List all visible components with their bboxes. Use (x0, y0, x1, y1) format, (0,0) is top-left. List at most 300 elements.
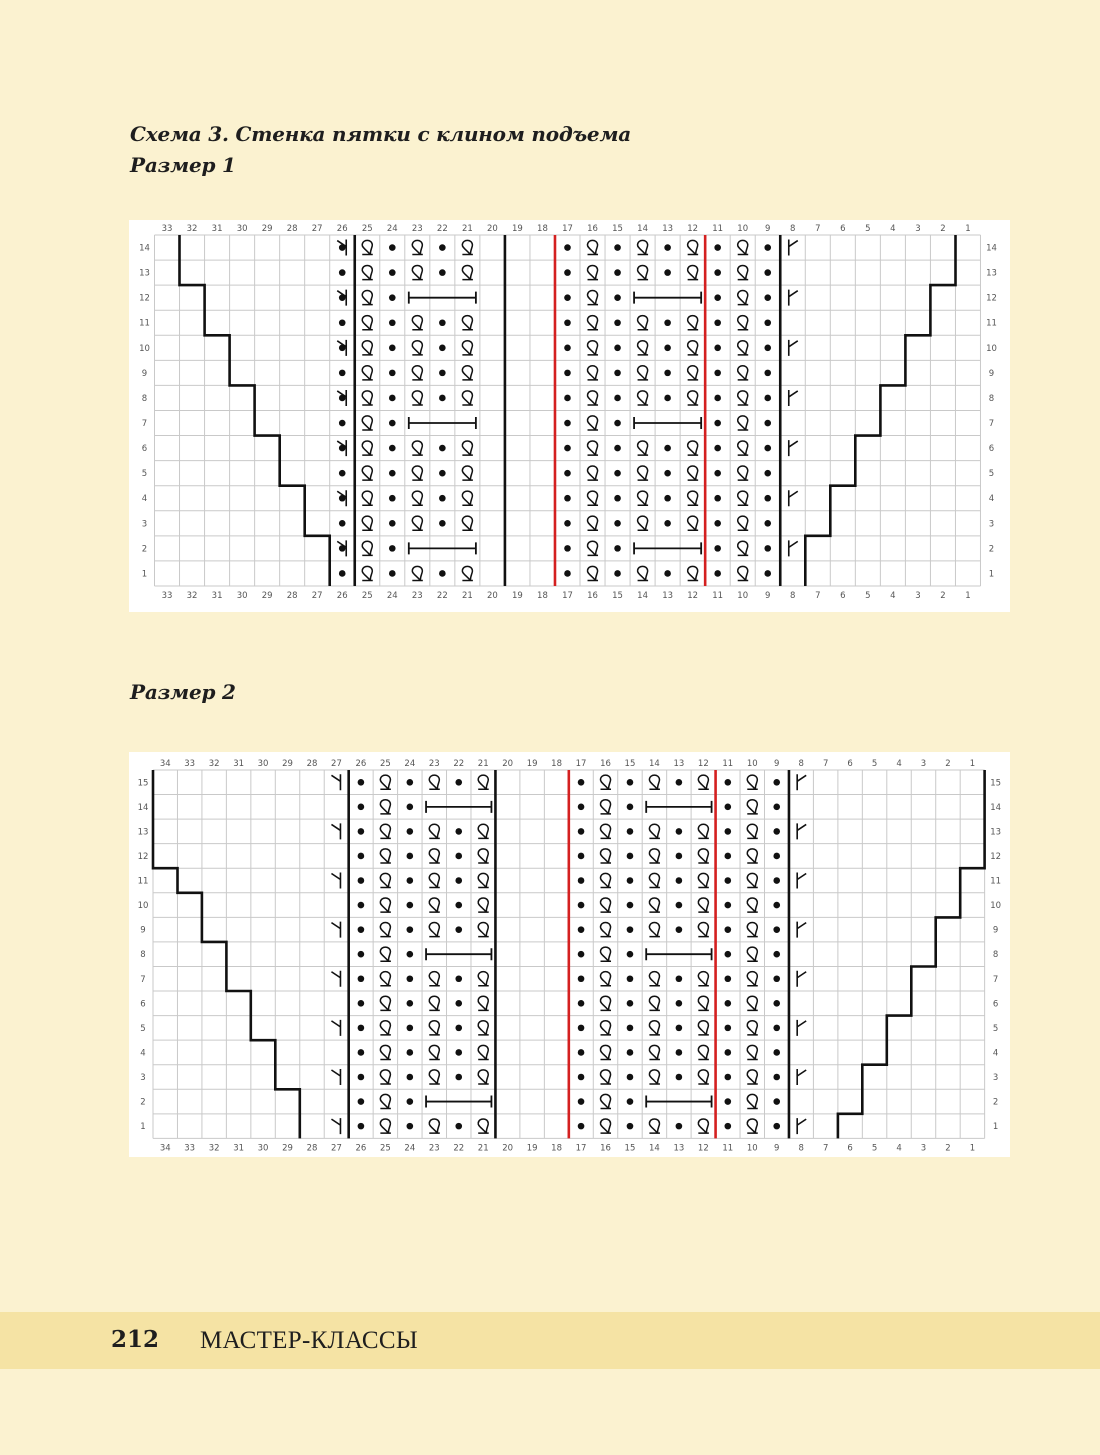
twisted-knit-symbol (600, 1094, 611, 1108)
purl-dot-symbol (627, 1049, 634, 1056)
column-number-bottom: 17 (562, 590, 573, 601)
column-number-top: 13 (662, 224, 674, 234)
twisted-knit-symbol (362, 516, 373, 530)
purl-dot-symbol (725, 1098, 732, 1105)
purl-dot-symbol (455, 1049, 462, 1056)
column-number-bottom: 26 (355, 1143, 367, 1154)
twisted-knit-symbol (698, 923, 709, 937)
purl-dot-symbol (676, 1025, 683, 1032)
decrease-left-symbol (331, 823, 340, 839)
row-number-left: 1 (140, 1122, 146, 1133)
purl-dot-symbol (764, 395, 771, 402)
twisted-knit-symbol (747, 1045, 758, 1059)
twisted-knit-symbol (688, 466, 699, 480)
twisted-knit-symbol (698, 1119, 709, 1133)
row-number-left: 3 (140, 1073, 146, 1083)
twisted-knit-symbol (380, 923, 391, 937)
twisted-knit-symbol (600, 1070, 611, 1084)
column-number-bottom: 7 (815, 590, 821, 601)
twisted-knit-symbol (600, 972, 611, 986)
purl-dot-symbol (389, 520, 396, 527)
twisted-knit-symbol (649, 849, 660, 863)
twisted-knit-symbol (412, 491, 423, 505)
purl-dot-symbol (627, 1025, 634, 1032)
purl-dot-symbol (455, 828, 462, 835)
column-number-bottom: 31 (233, 1143, 245, 1154)
purl-dot-symbol (358, 779, 365, 786)
twisted-knit-symbol (412, 366, 423, 380)
purl-dot-symbol (358, 926, 365, 933)
column-number-bottom: 29 (282, 1143, 293, 1154)
purl-dot-symbol (339, 420, 346, 427)
twisted-knit-symbol (600, 873, 611, 887)
column-number-bottom: 33 (161, 590, 173, 601)
purl-dot-symbol (725, 779, 732, 786)
twisted-knit-symbol (738, 416, 749, 430)
purl-dot-symbol (455, 779, 462, 786)
column-number-bottom: 8 (798, 1143, 804, 1154)
twisted-knit-symbol (412, 240, 423, 254)
column-number-top: 26 (355, 759, 367, 769)
column-number-bottom: 2 (940, 590, 946, 601)
purl-dot-symbol (339, 269, 346, 276)
column-number-bottom: 28 (286, 590, 298, 601)
purl-dot-symbol (714, 244, 721, 251)
purl-dot-symbol (627, 853, 634, 860)
decrease-right-symbol (797, 971, 806, 987)
twisted-knit-symbol (600, 1045, 611, 1059)
purl-dot-symbol (455, 975, 462, 982)
column-number-top: 6 (847, 759, 853, 769)
twisted-knit-symbol (587, 491, 598, 505)
purl-dot-symbol (564, 545, 571, 552)
column-number-bottom: 13 (662, 590, 674, 601)
purl-dot-symbol (578, 828, 585, 835)
twisted-knit-symbol (649, 923, 660, 937)
column-number-top: 10 (737, 224, 749, 234)
twisted-knit-symbol (688, 516, 699, 530)
purl-dot-symbol (407, 1049, 414, 1056)
twisted-knit-symbol (380, 824, 391, 838)
twisted-knit-symbol (462, 265, 473, 279)
purl-dot-symbol (627, 804, 634, 811)
twisted-knit-symbol (587, 291, 598, 305)
purl-dot-symbol (773, 1074, 780, 1081)
decrease-right-symbol (797, 774, 806, 790)
column-number-top: 1 (969, 759, 976, 769)
purl-dot-symbol (664, 345, 671, 352)
purl-dot-symbol (439, 495, 446, 502)
row-number-right: 2 (988, 544, 995, 555)
purl-dot-symbol (773, 853, 780, 860)
twisted-knit-symbol (747, 800, 758, 814)
row-number-right: 7 (992, 974, 999, 985)
twisted-knit-symbol (688, 366, 699, 380)
purl-dot-symbol (564, 370, 571, 377)
column-number-bottom: 25 (379, 1143, 391, 1154)
twisted-knit-symbol (429, 1021, 440, 1035)
twisted-knit-symbol (649, 775, 660, 789)
twisted-knit-symbol (638, 240, 649, 254)
purl-dot-symbol (764, 470, 771, 477)
purl-dot-symbol (764, 319, 771, 326)
column-number-top: 4 (890, 224, 896, 234)
column-number-bottom: 17 (575, 1143, 587, 1154)
purl-dot-symbol (439, 445, 446, 452)
purl-dot-symbol (676, 1074, 683, 1081)
purl-dot-symbol (439, 570, 446, 577)
twisted-knit-symbol (649, 898, 660, 912)
purl-dot-symbol (714, 420, 721, 427)
cable-symbol (646, 948, 711, 960)
twisted-knit-symbol (698, 824, 709, 838)
column-number-top: 16 (587, 224, 598, 234)
row-number-right: 10 (990, 901, 1002, 912)
purl-dot-symbol (676, 1123, 683, 1130)
twisted-knit-symbol (698, 898, 709, 912)
row-number-right: 3 (992, 1073, 999, 1083)
twisted-knit-symbol (649, 996, 660, 1010)
column-number-top: 17 (575, 759, 587, 769)
column-number-bottom: 20 (486, 590, 498, 601)
purl-dot-symbol (714, 495, 721, 502)
purl-dot-symbol (773, 1049, 780, 1056)
column-number-bottom: 3 (915, 590, 921, 601)
purl-dot-symbol (564, 269, 571, 276)
twisted-knit-symbol (462, 566, 473, 580)
purl-dot-symbol (773, 975, 780, 982)
column-number-top: 9 (765, 224, 771, 234)
twisted-knit-symbol (738, 341, 749, 355)
column-number-bottom: 12 (687, 590, 699, 601)
purl-dot-symbol (358, 1098, 365, 1105)
twisted-knit-symbol (587, 441, 598, 455)
column-number-bottom: 29 (261, 590, 273, 601)
column-number-bottom: 27 (331, 1143, 342, 1154)
purl-dot-symbol (725, 975, 732, 982)
row-number-right: 11 (986, 318, 997, 329)
purl-dot-symbol (725, 926, 732, 933)
cable-symbol (409, 542, 476, 554)
purl-dot-symbol (725, 1074, 732, 1081)
row-number-right: 11 (990, 876, 1002, 887)
twisted-knit-symbol (587, 541, 598, 555)
twisted-knit-symbol (688, 341, 699, 355)
row-number-left: 10 (137, 901, 149, 912)
purl-dot-symbol (564, 319, 571, 326)
column-number-top: 19 (512, 224, 523, 234)
purl-dot-symbol (764, 294, 771, 301)
twisted-knit-symbol (638, 566, 649, 580)
twisted-knit-symbol (747, 972, 758, 986)
purl-dot-symbol (407, 853, 414, 860)
purl-dot-symbol (578, 1123, 585, 1130)
purl-dot-symbol (676, 975, 683, 982)
twisted-knit-symbol (412, 341, 423, 355)
twisted-knit-symbol (698, 849, 709, 863)
purl-dot-symbol (564, 420, 571, 427)
purl-dot-symbol (439, 470, 446, 477)
purl-dot-symbol (407, 975, 414, 982)
purl-dot-symbol (773, 1000, 780, 1007)
column-number-bottom: 18 (537, 590, 548, 601)
purl-dot-symbol (407, 877, 414, 884)
purl-dot-symbol (627, 877, 634, 884)
purl-dot-symbol (714, 520, 721, 527)
purl-dot-symbol (614, 395, 621, 402)
row-number-right: 8 (988, 393, 995, 404)
page-number: 212 (111, 1326, 160, 1353)
twisted-knit-symbol (380, 1070, 391, 1084)
purl-dot-symbol (773, 828, 780, 835)
column-number-top: 33 (161, 224, 173, 234)
purl-dot-symbol (439, 345, 446, 352)
twisted-knit-symbol (380, 1094, 391, 1108)
column-number-bottom: 24 (386, 590, 398, 601)
row-number-left: 12 (139, 293, 150, 304)
purl-dot-symbol (614, 345, 621, 352)
purl-dot-symbol (455, 1025, 462, 1032)
twisted-knit-symbol (747, 923, 758, 937)
purl-dot-symbol (358, 1074, 365, 1081)
purl-dot-symbol (676, 902, 683, 909)
size-1-label: Размер 1 (130, 153, 236, 177)
purl-dot-symbol (714, 445, 721, 452)
twisted-knit-symbol (600, 824, 611, 838)
column-number-top: 1 (965, 224, 971, 234)
column-number-top: 34 (159, 759, 171, 769)
purl-dot-symbol (714, 470, 721, 477)
twisted-knit-symbol (380, 898, 391, 912)
twisted-knit-symbol (649, 1119, 660, 1133)
twisted-knit-symbol (429, 873, 440, 887)
row-number-left: 13 (139, 268, 150, 279)
column-number-bottom: 14 (637, 590, 648, 601)
purl-dot-symbol (773, 926, 780, 933)
purl-dot-symbol (339, 520, 346, 527)
column-number-bottom: 24 (404, 1143, 416, 1154)
purl-dot-symbol (407, 1074, 414, 1081)
twisted-knit-symbol (600, 996, 611, 1010)
footer-band (0, 1312, 1100, 1369)
column-number-top: 24 (386, 224, 398, 234)
column-number-top: 11 (722, 759, 734, 769)
twisted-knit-symbol (462, 391, 473, 405)
twisted-knit-symbol (747, 849, 758, 863)
twisted-knit-symbol (738, 491, 749, 505)
twisted-knit-symbol (429, 775, 440, 789)
column-number-top: 22 (436, 224, 448, 234)
purl-dot-symbol (614, 545, 621, 552)
decrease-right-symbol (789, 390, 798, 406)
cable-symbol (634, 292, 701, 304)
purl-dot-symbol (339, 470, 346, 477)
twisted-knit-symbol (429, 824, 440, 838)
column-number-bottom: 34 (159, 1143, 171, 1154)
twisted-knit-symbol (462, 516, 473, 530)
twisted-knit-symbol (478, 1045, 489, 1059)
purl-dot-symbol (614, 420, 621, 427)
twisted-knit-symbol (638, 341, 649, 355)
row-number-left: 1 (141, 569, 148, 580)
column-number-bottom: 19 (526, 1143, 538, 1154)
decrease-left-symbol (331, 1118, 340, 1134)
twisted-knit-symbol (462, 366, 473, 380)
twisted-knit-symbol (429, 996, 440, 1010)
twisted-knit-symbol (429, 1119, 440, 1133)
purl-dot-symbol (455, 1000, 462, 1007)
column-number-top: 22 (453, 759, 465, 769)
purl-dot-symbol (725, 828, 732, 835)
purl-dot-symbol (714, 294, 721, 301)
purl-dot-symbol (389, 470, 396, 477)
decrease-right-symbol (789, 540, 798, 556)
twisted-knit-symbol (412, 316, 423, 330)
purl-dot-symbol (664, 395, 671, 402)
column-number-bottom: 32 (186, 590, 198, 601)
twisted-knit-symbol (412, 441, 423, 455)
purl-dot-symbol (407, 1025, 414, 1032)
purl-dot-symbol (773, 877, 780, 884)
twisted-knit-symbol (478, 873, 489, 887)
purl-dot-symbol (389, 370, 396, 377)
column-number-top: 24 (404, 759, 416, 769)
twisted-knit-symbol (649, 873, 660, 887)
twisted-knit-symbol (478, 1021, 489, 1035)
column-number-top: 5 (865, 224, 871, 234)
column-number-bottom: 23 (428, 1143, 440, 1154)
purl-dot-symbol (578, 926, 585, 933)
column-number-top: 6 (840, 224, 846, 234)
purl-dot-symbol (439, 269, 446, 276)
purl-dot-symbol (389, 345, 396, 352)
twisted-knit-symbol (738, 240, 749, 254)
twisted-knit-symbol (362, 265, 373, 279)
purl-dot-symbol (389, 294, 396, 301)
twisted-knit-symbol (429, 972, 440, 986)
purl-dot-symbol (725, 877, 732, 884)
row-number-left: 13 (137, 827, 149, 838)
row-number-left: 6 (140, 999, 146, 1010)
column-number-top: 27 (311, 224, 323, 234)
decrease-left-symbol (331, 971, 340, 987)
twisted-knit-symbol (638, 316, 649, 330)
row-number-left: 5 (141, 469, 148, 480)
column-number-top: 15 (612, 224, 623, 234)
row-number-left: 11 (139, 318, 150, 329)
twisted-knit-symbol (478, 849, 489, 863)
purl-dot-symbol (725, 804, 732, 811)
twisted-knit-symbol (747, 1021, 758, 1035)
twisted-knit-symbol (462, 316, 473, 330)
twisted-knit-symbol (380, 873, 391, 887)
purl-dot-symbol (455, 926, 462, 933)
purl-dot-symbol (358, 1000, 365, 1007)
row-number-left: 14 (139, 243, 150, 254)
purl-dot-symbol (358, 853, 365, 860)
purl-dot-symbol (764, 370, 771, 377)
twisted-knit-symbol (738, 265, 749, 279)
purl-dot-symbol (407, 1000, 414, 1007)
purl-dot-symbol (676, 853, 683, 860)
decrease-right-symbol (789, 340, 798, 356)
purl-dot-symbol (725, 1000, 732, 1007)
decrease-right-symbol (797, 1118, 806, 1134)
twisted-knit-symbol (362, 566, 373, 580)
twisted-knit-symbol (600, 947, 611, 961)
purl-dot-symbol (627, 975, 634, 982)
purl-dot-symbol (578, 902, 585, 909)
column-number-bottom: 1 (965, 590, 971, 601)
purl-dot-symbol (627, 1074, 634, 1081)
column-number-bottom: 32 (208, 1143, 220, 1154)
purl-dot-symbol (764, 420, 771, 427)
column-number-top: 25 (361, 224, 373, 234)
purl-dot-symbol (564, 570, 571, 577)
column-number-top: 7 (822, 759, 829, 769)
purl-dot-symbol (407, 779, 414, 786)
twisted-knit-symbol (412, 516, 423, 530)
twisted-knit-symbol (462, 466, 473, 480)
column-number-bottom: 15 (612, 590, 623, 601)
decrease-right-symbol (797, 823, 806, 839)
column-number-top: 32 (208, 759, 220, 769)
twisted-knit-symbol (688, 265, 699, 279)
column-number-top: 30 (257, 759, 269, 769)
twisted-knit-symbol (688, 566, 699, 580)
row-number-right: 13 (986, 268, 997, 279)
decrease-right-symbol (789, 490, 798, 506)
column-number-bottom: 5 (865, 590, 871, 601)
purl-dot-symbol (664, 269, 671, 276)
cable-symbol (634, 417, 701, 429)
purl-dot-symbol (578, 1000, 585, 1007)
decrease-right-symbol (789, 240, 798, 256)
purl-dot-symbol (358, 804, 365, 811)
section-title: МАСТЕР-КЛАССЫ (200, 1327, 418, 1354)
column-number-bottom: 2 (945, 1143, 951, 1154)
row-number-left: 7 (140, 974, 146, 985)
purl-dot-symbol (564, 445, 571, 452)
purl-dot-symbol (455, 1123, 462, 1130)
column-number-bottom: 13 (673, 1143, 685, 1154)
row-number-right: 13 (990, 827, 1002, 838)
column-number-bottom: 9 (774, 1143, 780, 1154)
purl-dot-symbol (339, 370, 346, 377)
size-2-knitting-chart (129, 752, 1010, 1157)
twisted-knit-symbol (698, 996, 709, 1010)
purl-dot-symbol (627, 1000, 634, 1007)
twisted-knit-symbol (362, 316, 373, 330)
column-number-top: 3 (915, 224, 921, 234)
purl-dot-symbol (614, 269, 621, 276)
twisted-knit-symbol (747, 947, 758, 961)
twisted-knit-symbol (738, 541, 749, 555)
twisted-knit-symbol (587, 466, 598, 480)
purl-dot-symbol (676, 828, 683, 835)
purl-dot-symbol (773, 804, 780, 811)
column-number-bottom: 28 (306, 1143, 318, 1154)
column-number-top: 31 (211, 224, 223, 234)
purl-dot-symbol (614, 495, 621, 502)
purl-dot-symbol (358, 828, 365, 835)
purl-dot-symbol (564, 244, 571, 251)
row-number-left: 4 (141, 494, 148, 505)
row-number-left: 5 (140, 1023, 146, 1034)
twisted-knit-symbol (688, 491, 699, 505)
purl-dot-symbol (578, 1025, 585, 1032)
twisted-knit-symbol (462, 240, 473, 254)
